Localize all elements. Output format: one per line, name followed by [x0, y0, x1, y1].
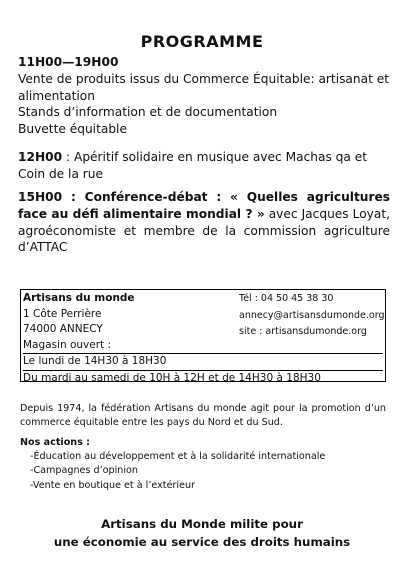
actions-heading: Nos actions :: [20, 437, 91, 448]
actions-list: [20, 450, 386, 493]
schedule-line-1: Vente de produits issus du Commerce Équitable: artisanat et alimentation: [18, 71, 390, 103]
schedule-time-2: 12H00: [18, 150, 63, 164]
schedule-time-3: 15H00: [18, 190, 63, 204]
schedule-block-1: [18, 54, 390, 138]
contact-email: annecy@artisansdumonde.org: [239, 309, 385, 321]
action-item: -Éducation au développement et à la solidarité internationale: [30, 451, 326, 463]
contact-phone: Tél : 04 50 45 38 30: [239, 293, 334, 304]
conference-details: avec Jacques Loyat, agroéconomiste et membre de la commission agriculture d’ATTAC: [18, 206, 390, 255]
schedule-line-2: Stands d’information et de documentation: [18, 105, 278, 120]
contact-box: [20, 289, 386, 382]
contact-site: site : artisansdumonde.org: [239, 326, 367, 337]
about-paragraph: Depuis 1974, la fédération Artisans du monde agit pour la promotion d’un commerce équitable entre les pays du Nord et du Sud.: [20, 403, 386, 428]
shop-hours-weekdays: Du mardi au samedi de 10H à 12H et de 14H30 à 18H30: [23, 370, 383, 387]
shop-hours-heading: Magasin ouvert :: [23, 338, 112, 351]
schedule-block-2: [18, 149, 390, 183]
shop-hours-monday: Le lundi de 14H30 à 18H30: [23, 353, 383, 370]
closing-line-2: une économie au service des droits humains: [53, 535, 351, 549]
schedule-block-3: [18, 189, 390, 256]
contact-address-1: 1 Côte Perrière: [23, 307, 102, 320]
schedule-text-2: : Apéritif solidaire en musique avec Machas qa et Coin de la rue: [18, 150, 368, 181]
action-item: -Vente en boutique et à l’extérieur: [30, 479, 196, 491]
page-title: PROGRAMME: [140, 32, 264, 51]
action-item: -Campagnes d’opinion: [30, 465, 138, 477]
actions-section: [20, 436, 386, 493]
schedule-time-1: 11H00—19H00: [18, 55, 119, 69]
closing-line-1: Artisans du Monde milite pour: [101, 517, 303, 531]
closing-statement: [0, 515, 404, 551]
conference-title: : Conférence-débat : « Quelles agricultures face au défi alimentaire mondial ? »: [18, 190, 390, 221]
contact-org: Artisans du monde: [23, 292, 135, 304]
schedule-line-3: Buvette équitable: [18, 122, 127, 137]
contact-address-2: 74000 ANNECY: [23, 323, 103, 335]
